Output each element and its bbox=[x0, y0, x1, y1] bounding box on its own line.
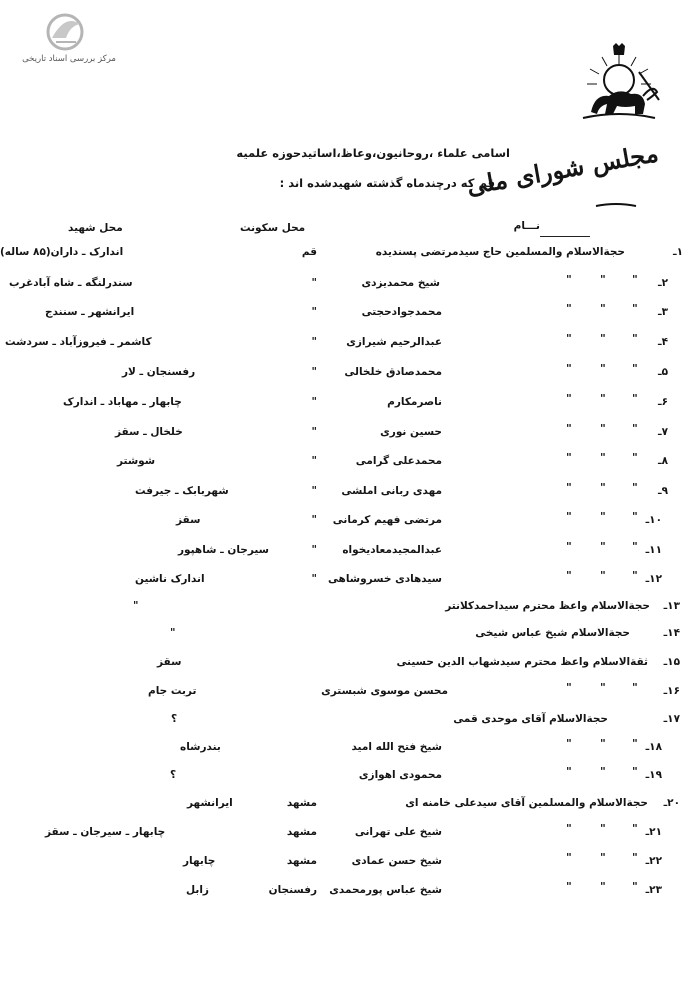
row-number: ۷ـ bbox=[657, 426, 668, 438]
lion-and-sun-emblem-icon bbox=[573, 42, 665, 126]
row-name: ثقةالاسلام واعظ محترم سیدشهاب الدین حسینی bbox=[396, 656, 648, 668]
ditto-mark: " bbox=[600, 765, 606, 778]
header-name: نـــام bbox=[513, 220, 540, 232]
row-residence: قم bbox=[301, 246, 317, 258]
row-martyrdom: سقز bbox=[176, 514, 201, 526]
row-name: حجةالاسلام آقای موحدی قمی bbox=[453, 713, 608, 725]
row-name: حجةالاسلام والمسلمین حاج سیدمرتضی پسندیده bbox=[375, 246, 625, 258]
ditto-mark: " bbox=[632, 681, 638, 694]
ditto-mark: " bbox=[632, 540, 638, 553]
row-name: محمدعلی گرامی bbox=[355, 455, 442, 467]
row-number: ۵ـ bbox=[657, 366, 668, 378]
row-residence: " bbox=[311, 544, 317, 556]
row-name: شیخ علی تهرانی bbox=[354, 826, 442, 838]
ditto-mark: " bbox=[600, 569, 606, 582]
ditto-mark: " bbox=[600, 422, 606, 435]
row-residence: " bbox=[311, 306, 317, 318]
row-number: ۱۱ـ bbox=[645, 544, 662, 556]
ditto-mark: " bbox=[566, 569, 572, 582]
row-name: عبدالمجیدمعادیخواه bbox=[342, 544, 442, 556]
row-residence: مشهد bbox=[286, 826, 317, 838]
row-number: ۴ـ bbox=[657, 336, 668, 348]
ditto-mark: " bbox=[566, 737, 572, 750]
row-residence: " bbox=[311, 485, 317, 497]
row-residence: رفسنجان bbox=[268, 884, 317, 896]
row-name: شیخ فتح الله امید bbox=[351, 741, 442, 753]
ditto-mark: " bbox=[566, 681, 572, 694]
ditto-mark: " bbox=[632, 851, 638, 864]
row-name: حسین نوری bbox=[380, 426, 442, 438]
row-martyrdom: " bbox=[133, 600, 139, 612]
row-martyrdom: چابهار ـ مهاباد ـ اندارک bbox=[63, 396, 182, 408]
row-residence: " bbox=[311, 573, 317, 585]
ditto-mark: " bbox=[566, 880, 572, 893]
ditto-mark: " bbox=[600, 332, 606, 345]
ditto-mark: " bbox=[632, 510, 638, 523]
row-martyrdom: ؟ bbox=[170, 769, 177, 781]
row-residence: " bbox=[311, 336, 317, 348]
ditto-mark: " bbox=[566, 510, 572, 523]
row-martyrdom: اندارک ناشین bbox=[135, 573, 205, 585]
ditto-mark: " bbox=[632, 273, 638, 286]
ditto-mark: " bbox=[600, 737, 606, 750]
row-martyrdom: ایرانشهر ـ سنندج bbox=[45, 306, 135, 318]
ditto-mark: " bbox=[600, 681, 606, 694]
row-number: ۱ـ bbox=[672, 246, 683, 258]
ditto-mark: " bbox=[600, 451, 606, 464]
archive-watermark bbox=[10, 8, 120, 68]
ditto-mark: " bbox=[632, 362, 638, 375]
ditto-mark: " bbox=[566, 302, 572, 315]
ditto-mark: " bbox=[600, 362, 606, 375]
flourish-decoration bbox=[594, 200, 638, 210]
header-underline bbox=[540, 236, 590, 237]
archive-center-logo-icon bbox=[10, 8, 120, 56]
row-name: محمدصادق خلخالی bbox=[344, 366, 442, 378]
row-name: مرتضی فهیم کرمانی bbox=[332, 514, 442, 526]
row-martyrdom: شوشتر bbox=[117, 455, 156, 467]
row-martyrdom: ایرانشهر bbox=[187, 797, 233, 809]
ditto-mark: " bbox=[600, 481, 606, 494]
row-martyrdom: بندرشاه bbox=[180, 741, 221, 753]
row-martyrdom: سندرلنگه ـ شاه آبادغرب bbox=[9, 277, 133, 289]
header-martyrdom: محل شهید bbox=[68, 222, 123, 234]
header-residence: محل سکونت bbox=[240, 222, 306, 234]
ditto-mark: " bbox=[632, 422, 638, 435]
row-name: حجةالاسلام والمسلمین آقای سیدعلی خامنه ای bbox=[405, 797, 648, 809]
row-martyrdom: کاشمر ـ فیروزآباد ـ سردشت bbox=[5, 336, 152, 348]
row-number: ۱۳ـ bbox=[663, 600, 680, 612]
row-number: ۱۰ـ bbox=[645, 514, 662, 526]
row-number: ۹ـ bbox=[657, 485, 668, 497]
ditto-mark: " bbox=[600, 880, 606, 893]
row-martyrdom: زابل bbox=[186, 884, 209, 896]
ditto-mark: " bbox=[600, 510, 606, 523]
row-residence: مشهد bbox=[286, 855, 317, 867]
ditto-mark: " bbox=[566, 451, 572, 464]
row-number: ۱۹ـ bbox=[645, 769, 662, 781]
row-number: ۶ـ bbox=[657, 396, 668, 408]
row-number: ۲۰ـ bbox=[663, 797, 680, 809]
row-name: شیخ حسن عمادی bbox=[351, 855, 442, 867]
ditto-mark: " bbox=[566, 332, 572, 345]
row-number: ۱۸ـ bbox=[645, 741, 662, 753]
ditto-mark: " bbox=[632, 451, 638, 464]
row-number: ۲۱ـ bbox=[645, 826, 662, 838]
row-martyrdom: ؟ bbox=[171, 713, 178, 725]
ditto-mark: " bbox=[600, 392, 606, 405]
ditto-mark: " bbox=[566, 540, 572, 553]
ditto-mark: " bbox=[632, 880, 638, 893]
row-martyrdom: خلخال ـ سقز bbox=[115, 426, 183, 438]
ditto-mark: " bbox=[632, 481, 638, 494]
row-number: ۱۲ـ bbox=[645, 573, 662, 585]
row-name: محمدجوادحجتی bbox=[361, 306, 442, 318]
row-name: شیخ محمدیزدی bbox=[361, 277, 440, 289]
row-residence: " bbox=[311, 366, 317, 378]
ditto-mark: " bbox=[632, 332, 638, 345]
ditto-mark: " bbox=[566, 422, 572, 435]
row-residence: " bbox=[311, 514, 317, 526]
row-martyrdom: سیرجان ـ شاهپور bbox=[178, 544, 269, 556]
ditto-mark: " bbox=[632, 765, 638, 778]
ditto-mark: " bbox=[566, 362, 572, 375]
row-number: ۱۴ـ bbox=[663, 627, 680, 639]
row-name: محمودی اهوازی bbox=[358, 769, 442, 781]
row-name: سیدهادی خسروشاهی bbox=[327, 573, 442, 585]
ditto-mark: " bbox=[566, 822, 572, 835]
row-martyrdom: سقز bbox=[157, 656, 182, 668]
row-residence: " bbox=[311, 277, 317, 289]
row-name: ناصرمکارم bbox=[387, 396, 442, 408]
ditto-mark: " bbox=[600, 851, 606, 864]
ditto-mark: " bbox=[600, 302, 606, 315]
row-number: ۲۲ـ bbox=[645, 855, 662, 867]
ditto-mark: " bbox=[632, 302, 638, 315]
row-martyrdom: چابهار ـ سیرجان ـ سقز bbox=[45, 826, 166, 838]
row-martyrdom: " bbox=[170, 627, 176, 639]
ditto-mark: " bbox=[600, 273, 606, 286]
row-martyrdom: رفسنجان ـ لار bbox=[122, 366, 196, 378]
majlis-logo-text: مجلس شورای ملی bbox=[464, 138, 661, 201]
ditto-mark: " bbox=[632, 737, 638, 750]
watermark-text: مرکز بررسی اسناد تاریخی bbox=[22, 54, 116, 64]
row-name: مهدی ربانی املشی bbox=[341, 485, 442, 497]
ditto-mark: " bbox=[600, 822, 606, 835]
row-number: ۲ـ bbox=[657, 277, 668, 289]
row-number: ۳ـ bbox=[657, 306, 668, 318]
row-name: شیخ عباس پورمحمدی bbox=[329, 884, 442, 896]
row-number: ۱۷ـ bbox=[663, 713, 680, 725]
ditto-mark: " bbox=[566, 392, 572, 405]
row-residence: " bbox=[311, 396, 317, 408]
title-line-2: قم که درچندماه گذشته شهیدشده اند : bbox=[279, 176, 495, 190]
row-number: ۱۵ـ bbox=[663, 656, 680, 668]
row-martyrdom: شهربابک ـ جیرفت bbox=[135, 485, 229, 497]
ditto-mark: " bbox=[566, 481, 572, 494]
row-name: حجةالاسلام شیخ عباس شیخی bbox=[475, 627, 630, 639]
row-martyrdom: اندارک ـ داران(۸۵ ساله) bbox=[0, 246, 124, 258]
row-residence: " bbox=[311, 426, 317, 438]
row-residence: مشهد bbox=[286, 797, 317, 809]
row-number: ۸ـ bbox=[657, 455, 668, 467]
ditto-mark: " bbox=[632, 822, 638, 835]
row-name: محسن موسوی شبستری bbox=[321, 685, 448, 697]
row-name: حجةالاسلام واعظ محترم سیداحمدکلانتر bbox=[445, 600, 650, 612]
row-number: ۲۳ـ bbox=[645, 884, 662, 896]
ditto-mark: " bbox=[632, 569, 638, 582]
title-line-1: اسامی علماء ،روحانیون،وعاظ،اساتیدحوزه علمیه bbox=[236, 146, 510, 160]
ditto-mark: " bbox=[566, 851, 572, 864]
ditto-mark: " bbox=[600, 540, 606, 553]
row-residence: " bbox=[311, 455, 317, 467]
row-name: عبدالرحیم شیرازی bbox=[346, 336, 442, 348]
row-number: ۱۶ـ bbox=[663, 685, 680, 697]
row-martyrdom: تربت جام bbox=[148, 685, 197, 697]
ditto-mark: " bbox=[632, 392, 638, 405]
row-martyrdom: چابهار bbox=[183, 855, 216, 867]
ditto-mark: " bbox=[566, 273, 572, 286]
ditto-mark: " bbox=[566, 765, 572, 778]
